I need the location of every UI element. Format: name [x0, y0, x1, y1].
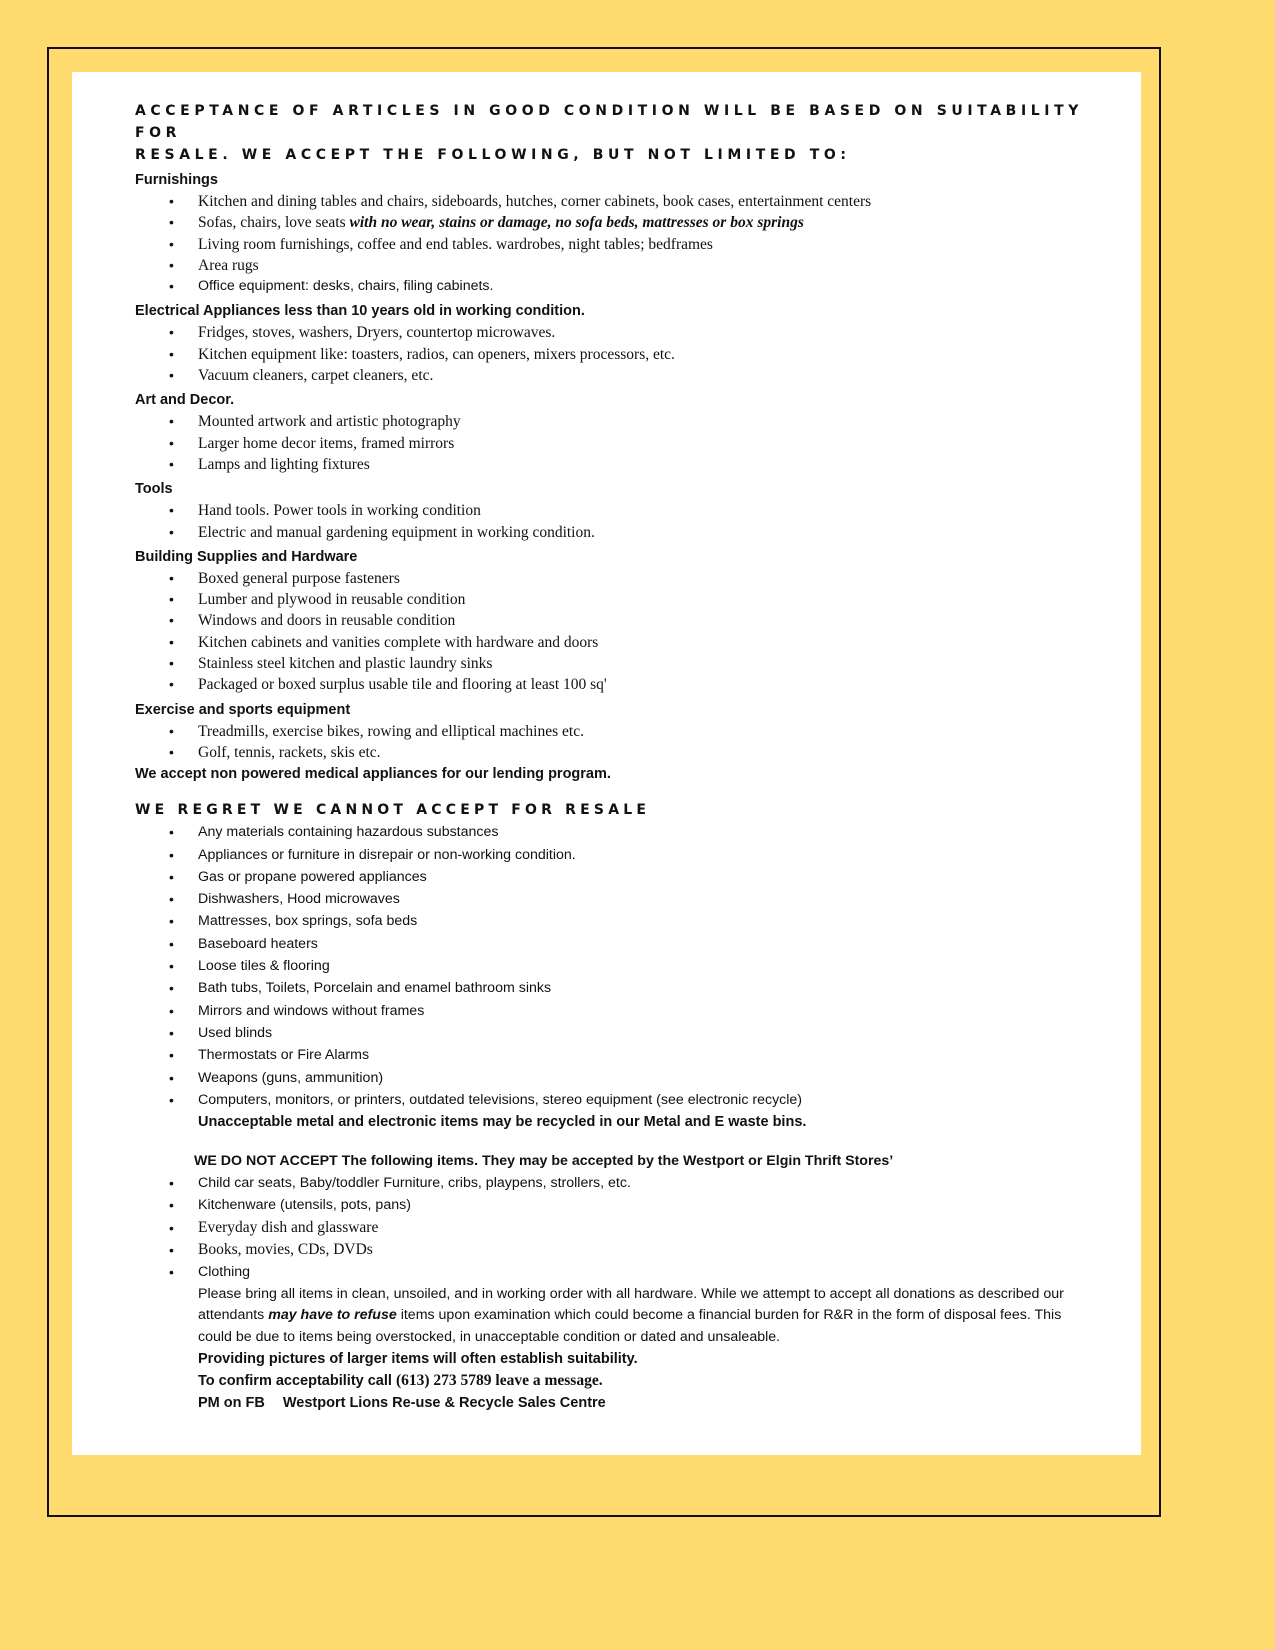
list-item	[135, 454, 1095, 475]
closing-emphasis: may have to refuse	[268, 1307, 397, 1324]
item-text: Baseboard heaters	[198, 935, 318, 952]
list-item	[135, 721, 1095, 742]
item-text: Mounted artwork and artistic photography	[198, 413, 461, 431]
list-item	[135, 933, 1095, 955]
item-text: Area rugs	[198, 256, 259, 274]
item-text: Bath tubs, Toilets, Porcelain and enamel bathroom sinks	[198, 980, 552, 997]
document-sheet	[72, 72, 1141, 1455]
list-item	[135, 1089, 1095, 1111]
item-text: Appliances or furniture in disrepair or non-working condition.	[198, 846, 576, 863]
art-list	[135, 411, 1095, 475]
list-item	[135, 344, 1095, 365]
medical-note: We accept non powered medical appliances for our lending program.	[135, 766, 611, 783]
list-item	[135, 742, 1095, 763]
item-text: Golf, tennis, rackets, skis etc.	[198, 743, 381, 761]
list-item	[135, 1239, 1095, 1261]
item-text: Books, movies, CDs, DVDs	[198, 1240, 373, 1258]
item-text: Weapons (guns, ammunition)	[198, 1069, 384, 1086]
list-item	[135, 1067, 1095, 1089]
tools-list	[135, 500, 1095, 543]
item-text: Thermostats or Fire Alarms	[198, 1047, 370, 1064]
list-item	[135, 234, 1095, 255]
item-text: Gas or propane powered appliances	[198, 868, 427, 885]
list-item	[135, 910, 1095, 932]
pm-label: PM on FB	[198, 1395, 265, 1412]
item-text: Loose tiles & flooring	[198, 958, 330, 975]
list-item	[135, 365, 1095, 386]
intro-line-1: ACCEPTANCE OF ARTICLES IN GOOD CONDITION WILL BE BASED ON SUITABILITY FOR	[135, 103, 1083, 141]
item-text: Windows and doors in reusable condition	[198, 612, 456, 630]
list-item	[135, 674, 1095, 695]
list-item	[135, 1261, 1095, 1283]
item-text: Kitchenware (utensils, pots, pans)	[198, 1197, 411, 1214]
section-title-electrical: Electrical Appliances less than 10 years old in working condition.	[135, 303, 585, 320]
do-not-accept-title: WE DO NOT ACCEPT The following items. They may be accepted by the Westport or Elgin Thrift Stores’	[194, 1153, 894, 1170]
cannot-accept-title: WE REGRET WE CANNOT ACCEPT FOR RESALE	[135, 802, 651, 819]
item-text: Any materials containing hazardous substances	[198, 824, 499, 841]
phone-number: (613) 273 5789 leave a message.	[395, 1372, 603, 1390]
list-item	[135, 522, 1095, 543]
recycle-note: Unacceptable metal and electronic items may be recycled in our Metal and E waste bins.	[198, 1114, 807, 1131]
list-item	[135, 1022, 1095, 1044]
item-text: Boxed general purpose fasteners	[198, 569, 400, 587]
item-text: Kitchen and dining tables and chairs, sideboards, hutches, corner cabinets, book cases, entertainment centers	[198, 193, 872, 210]
list-item	[135, 977, 1095, 999]
item-text: Lumber and plywood in reusable condition	[198, 591, 466, 609]
item-text: Stainless steel kitchen and plastic laundry sinks	[198, 655, 493, 673]
item-text: Mattresses, box springs, sofa beds	[198, 913, 418, 930]
list-item	[135, 411, 1095, 432]
document-content	[135, 100, 1095, 1414]
item-text: Mirrors and windows without frames	[198, 1002, 425, 1019]
list-item	[135, 844, 1095, 866]
item-text: Living room furnishings, coffee and end tables. wardrobes, night tables; bedframes	[198, 235, 713, 253]
list-item	[135, 589, 1095, 610]
section-title-exercise: Exercise and sports equipment	[135, 701, 351, 718]
list-item	[135, 433, 1095, 454]
list-item	[135, 1000, 1095, 1022]
item-text: Kitchen equipment like: toasters, radios, can openers, mixers processors, etc.	[198, 345, 675, 363]
closing-paragraph	[135, 1284, 1095, 1349]
item-emphasis: with no wear, stains or damage, no sofa beds, mattresses or box springs	[349, 214, 804, 232]
item-text: Larger home decor items, framed mirrors	[198, 434, 455, 452]
list-item	[135, 1217, 1095, 1239]
section-title-tools: Tools	[135, 481, 173, 498]
item-text: Dishwashers, Hood microwaves	[198, 891, 400, 908]
section-title-building: Building Supplies and Hardware	[135, 548, 358, 565]
item-text: Clothing	[198, 1264, 251, 1281]
list-item	[135, 610, 1095, 631]
list-item	[135, 568, 1095, 589]
electrical-list	[135, 322, 1095, 386]
item-text: Sofas, chairs, love seats	[198, 214, 350, 232]
confirm-line	[135, 1370, 1095, 1392]
item-text: Everyday dish and glassware	[198, 1218, 379, 1236]
facebook-line	[135, 1392, 1095, 1414]
do-not-accept-list	[135, 1172, 1095, 1283]
list-item	[135, 1044, 1095, 1066]
item-text: Treadmills, exercise bikes, rowing and elliptical machines etc.	[198, 722, 584, 740]
building-list	[135, 568, 1095, 696]
exercise-list	[135, 721, 1095, 764]
list-item	[135, 322, 1095, 343]
intro-line-2: RESALE. WE ACCEPT THE FOLLOWING, BUT NOT LIMITED TO:	[135, 147, 851, 163]
item-text: Computers, monitors, or printers, outdated televisions, stereo equipment (see electronic recycle)	[198, 1091, 803, 1108]
pictures-note: Providing pictures of larger items will often establish suitability.	[198, 1351, 638, 1368]
section-title-art: Art and Decor.	[135, 392, 235, 409]
list-item	[135, 632, 1095, 653]
list-item	[135, 191, 1095, 212]
item-text: Hand tools. Power tools in working condition	[198, 502, 481, 520]
item-text: Child car seats, Baby/toddler Furniture, cribs, playpens, strollers, etc.	[198, 1175, 631, 1192]
list-item	[135, 955, 1095, 977]
list-item	[135, 212, 1095, 233]
confirm-label: To confirm acceptability call	[198, 1373, 396, 1390]
list-item	[135, 500, 1095, 521]
list-item	[135, 255, 1095, 276]
list-item	[135, 888, 1095, 910]
list-item	[135, 276, 1095, 297]
item-text: Lamps and lighting fixtures	[198, 455, 370, 473]
list-item	[135, 1194, 1095, 1216]
item-text: Packaged or boxed surplus usable tile and flooring at least 100 sq'	[198, 676, 607, 694]
furnishings-list	[135, 191, 1095, 297]
list-item	[135, 866, 1095, 888]
section-title-furnishings: Furnishings	[135, 172, 218, 188]
item-text: Electric and manual gardening equipment in working condition.	[198, 523, 595, 541]
item-text: Vacuum cleaners, carpet cleaners, etc.	[198, 367, 434, 385]
item-text: Kitchen cabinets and vanities complete with hardware and doors	[198, 633, 599, 651]
list-item	[135, 1172, 1095, 1194]
item-text: Office equipment: desks, chairs, filing cabinets.	[198, 278, 494, 295]
item-text: Used blinds	[198, 1024, 273, 1041]
facebook-page-name: Westport Lions Re-use & Recycle Sales Centre	[282, 1395, 606, 1412]
list-item	[135, 821, 1095, 843]
cannot-accept-list	[135, 821, 1095, 1111]
list-item	[135, 653, 1095, 674]
closing-text-start: Please bring all items in clean, unsoiled, and in working order with all hardware. While we attempt to accept all donations as described our attendants	[198, 1285, 1064, 1324]
item-text: Fridges, stoves, washers, Dryers, countertop microwaves.	[198, 324, 556, 342]
closing-text-end: items upon examination which could become a financial burden for R&R in the form of disposal fees. This could be due to items being overstocked, in unacceptable condition or dated and unsaleable.	[198, 1307, 1062, 1345]
